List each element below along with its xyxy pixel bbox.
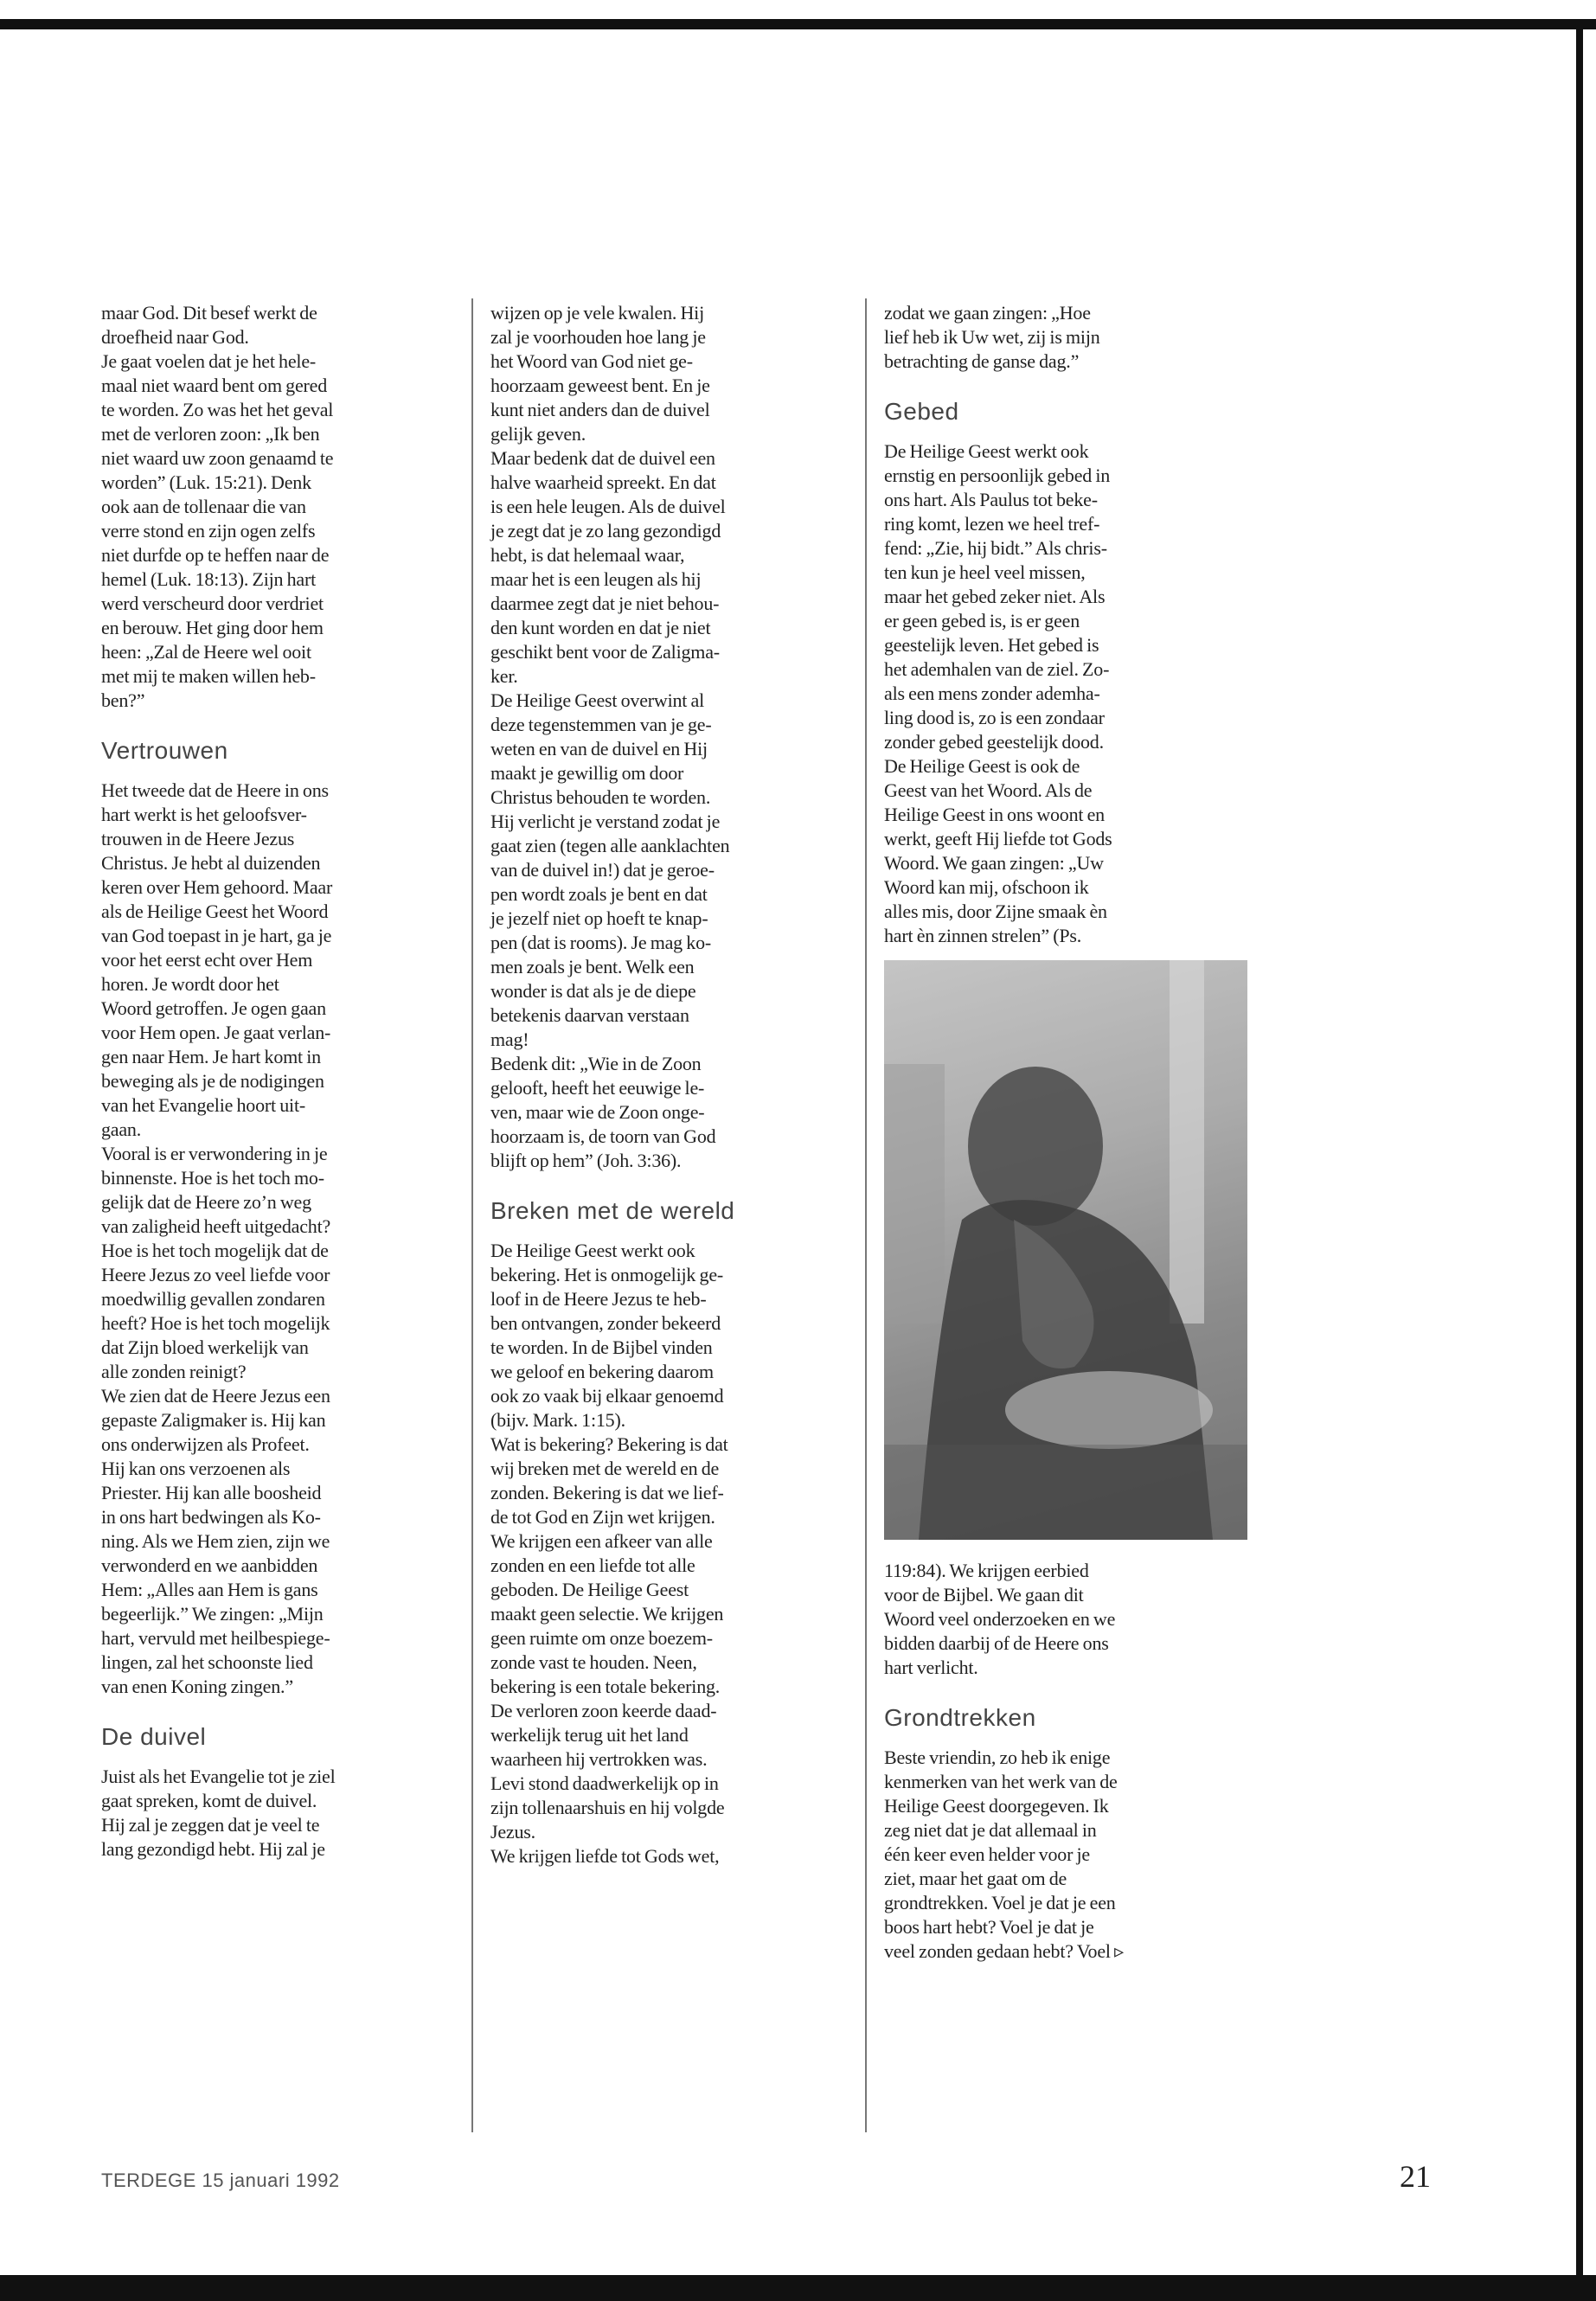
text-line: mag! <box>490 1029 529 1050</box>
text-line: halve waarheid spreekt. En dat <box>490 471 716 493</box>
text-line: ning. Als we Hem zien, zijn we <box>101 1530 330 1552</box>
text-line: hart verlicht. <box>884 1657 978 1678</box>
text-line: begeerlijk.” We zingen: „Mijn <box>101 1603 324 1625</box>
text-line: gen naar Hem. Je hart komt in <box>101 1046 321 1067</box>
text-line: ook aan de tollenaar die van <box>101 496 306 517</box>
text-line: ten kun je heel veel missen, <box>884 561 1086 583</box>
text-line: hart èn zinnen strelen” (Ps. <box>884 925 1082 946</box>
text-line: bekering is een totale bekering. <box>490 1676 721 1697</box>
photo-praying-person <box>884 960 1247 1540</box>
text-line: Hoe is het toch mogelijk dat de <box>101 1240 329 1261</box>
article-column-1 <box>101 301 452 1862</box>
text-line: beweging als je de nodigingen <box>101 1070 324 1092</box>
text-line: veel zonden gedaan hebt? Voel ▹ <box>884 1940 1124 1962</box>
text-line: binnenste. Hoe is het toch mo- <box>101 1167 324 1189</box>
text-line: Christus behouden te worden. <box>490 786 711 808</box>
text-line: (bijv. Mark. 1:15). <box>490 1409 625 1431</box>
text-line: betekenis daarvan verstaan <box>490 1004 689 1026</box>
column-divider-1 <box>471 298 473 2132</box>
text-line: voor de Bijbel. We gaan dit <box>884 1584 1084 1606</box>
text-line: niet waard uw zoon genaamd te <box>101 447 334 469</box>
text-line: maar het gebed zeker niet. Als <box>884 586 1106 607</box>
text-line: Geest van het Woord. Als de <box>884 779 1093 801</box>
text-line: trouwen in de Heere Jezus <box>101 828 295 849</box>
text-line: verre stond en zijn ogen zelfs <box>101 520 316 542</box>
text-line: geschikt bent voor de Zaligma- <box>490 641 720 663</box>
text-line: maakt geen selectie. We krijgen <box>490 1603 724 1625</box>
text-line: ven, maar wie de Zoon onge- <box>490 1101 705 1123</box>
text-line: ernstig en persoonlijk gebed in <box>884 465 1111 486</box>
text-line: pen (dat is rooms). Je mag ko- <box>490 932 711 953</box>
text-line: hemel (Luk. 18:13). Zijn hart <box>101 568 317 590</box>
text-line: De Heilige Geest is ook de <box>884 755 1080 777</box>
text-line: Woord veel onderzoeken en we <box>884 1608 1116 1630</box>
text-line: Het tweede dat de Heere in ons <box>101 779 329 801</box>
article-paragraph <box>490 1239 854 1433</box>
text-line: en berouw. Het ging door hem <box>101 617 324 638</box>
text-line: dat Zijn bloed werkelijk van <box>101 1336 309 1358</box>
text-line: werd verscheurd door verdriet <box>101 593 324 614</box>
text-line: Christus. Je hebt al duizenden <box>101 852 321 874</box>
text-line: als een mens zonder ademha- <box>884 683 1100 704</box>
text-line: maakt je gewillig om door <box>490 762 684 784</box>
text-line: maar God. Dit besef werkt de <box>101 302 317 324</box>
text-line: ziet, maar het gaat om de <box>884 1868 1067 1889</box>
article-paragraph <box>490 1433 854 1844</box>
text-line: niet durfde op te heffen naar de <box>101 544 330 566</box>
text-line: te worden. In de Bijbel vinden <box>490 1336 713 1358</box>
text-line: van enen Koning zingen.” <box>101 1676 293 1697</box>
text-line: we geloof en bekering daarom <box>490 1361 714 1382</box>
text-line: We krijgen een afkeer van alle <box>490 1530 713 1552</box>
text-line: als de Heilige Geest het Woord <box>101 901 329 922</box>
text-line: wonder is dat als je de diepe <box>490 980 696 1002</box>
text-line: in ons hart bedwingen als Ko- <box>101 1506 321 1528</box>
text-line: Hij verlicht je verstand zodat je <box>490 811 721 832</box>
section-heading: Breken met de wereld <box>490 1197 735 1224</box>
photo-silhouette <box>884 960 1247 1540</box>
text-line: de tot God en Zijn wet krijgen. <box>490 1506 715 1528</box>
page-number: 21 <box>1400 2159 1431 2194</box>
text-line: Juist als het Evangelie tot je ziel <box>101 1766 336 1787</box>
text-line: werkt, geeft Hij liefde tot Gods <box>884 828 1112 849</box>
article-paragraph <box>490 1844 854 1868</box>
text-line: 119:84). We krijgen eerbied <box>884 1560 1089 1581</box>
article-paragraph <box>101 1765 452 1862</box>
text-line: met de verloren zoon: „Ik ben <box>101 423 320 445</box>
text-line: hart, vervuld met heilbespiege- <box>101 1627 330 1649</box>
text-line: worden” (Luk. 15:21). Denk <box>101 471 311 493</box>
text-line: maar het is een leugen als hij <box>490 568 702 590</box>
text-line: waarheen hij vertrokken was. <box>490 1748 708 1770</box>
text-line: ons onderwijzen als Profeet. <box>101 1433 310 1455</box>
text-line: is een hele leugen. Als de duivel <box>490 496 726 517</box>
text-line: gepaste Zaligmaker is. Hij kan <box>101 1409 326 1431</box>
column-divider-2 <box>865 298 867 2132</box>
text-line: horen. Je wordt door het <box>101 973 279 995</box>
article-paragraph <box>884 1746 1247 1964</box>
text-line: wij breken met de wereld en de <box>490 1458 720 1479</box>
text-line: lingen, zal het schoonste lied <box>101 1651 313 1673</box>
text-line: bidden daarbij of de Heere ons <box>884 1632 1109 1654</box>
text-line: verwonderd en we aanbidden <box>101 1554 318 1576</box>
scan-border-right <box>1576 19 1583 2301</box>
text-line: keren over Hem gehoord. Maar <box>101 876 333 898</box>
text-line: je zegt dat je zo lang gezondigd <box>490 520 721 542</box>
article-paragraph <box>101 1142 452 1384</box>
publication-footer: TERDEGE 15 januari 1992 <box>101 2170 340 2191</box>
text-line: Woord getroffen. Je ogen gaan <box>101 997 326 1019</box>
text-line: den kunt worden en dat je niet <box>490 617 711 638</box>
article-paragraph <box>490 689 854 1052</box>
text-line: Hij zal je zeggen dat je veel te <box>101 1814 320 1836</box>
text-line: van het Evangelie hoort uit- <box>101 1094 305 1116</box>
text-line: lief heb ik Uw wet, zij is mijn <box>884 326 1100 348</box>
article-paragraph <box>101 1384 452 1699</box>
text-line: zeg niet dat je dat allemaal in <box>884 1819 1097 1841</box>
text-line: ker. <box>490 665 518 687</box>
text-line: deze tegenstemmen van je ge- <box>490 714 712 735</box>
article-paragraph <box>884 754 1247 948</box>
text-line: hoorzaam geweest bent. En je <box>490 375 710 396</box>
text-line: men zoals je bent. Welk een <box>490 956 695 977</box>
text-line: De Heilige Geest werkt ook <box>490 1240 695 1261</box>
text-line: kunt niet anders dan de duivel <box>490 399 710 420</box>
text-line: blijft op hem” (Joh. 3:36). <box>490 1150 682 1171</box>
text-line: hebt, is dat helemaal waar, <box>490 544 685 566</box>
section-heading: Vertrouwen <box>101 737 228 764</box>
text-line: voor het eerst echt over Hem <box>101 949 313 971</box>
article-paragraph <box>101 349 452 713</box>
article-paragraph <box>101 779 452 1142</box>
text-line: ling dood is, zo is een zondaar <box>884 707 1105 728</box>
article-paragraph <box>490 301 854 446</box>
text-line: De Heilige Geest werkt ook <box>884 440 1089 462</box>
section-heading: Gebed <box>884 398 959 425</box>
text-line: je jezelf niet op hoeft te knap- <box>490 907 708 929</box>
text-line: Beste vriendin, zo heb ik enige <box>884 1747 1111 1768</box>
text-line: We zien dat de Heere Jezus een <box>101 1385 330 1407</box>
section-heading: Grondtrekken <box>884 1704 1036 1731</box>
text-line: met mij te maken willen heb- <box>101 665 316 687</box>
text-line: boos hart hebt? Voel je dat je <box>884 1916 1094 1938</box>
article-column-2 <box>490 301 854 1868</box>
text-line: Woord. We gaan zingen: „Uw <box>884 852 1104 874</box>
text-line: Heilige Geest in ons woont en <box>884 804 1105 825</box>
text-line: zonden. Bekering is dat we lief- <box>490 1482 724 1503</box>
text-line: gaat spreken, komt de duivel. <box>101 1790 317 1811</box>
text-line: wijzen op je vele kwalen. Hij <box>490 302 705 324</box>
text-line: heen: „Zal de Heere wel ooit <box>101 641 311 663</box>
text-line: We krijgen liefde tot Gods wet, <box>490 1845 720 1867</box>
text-line: grondtrekken. Voel je dat je een <box>884 1892 1116 1913</box>
article-paragraph <box>884 1559 1247 1680</box>
text-line: alles mis, door Zijne smaak èn <box>884 901 1107 922</box>
text-line: fend: „Zie, hij bidt.” Als chris- <box>884 537 1107 559</box>
article-paragraph <box>101 301 452 349</box>
text-line: De verloren zoon keerde daad- <box>490 1700 717 1721</box>
text-line: alle zonden reinigt? <box>101 1361 247 1382</box>
text-line: geestelijk leven. Het gebed is <box>884 634 1099 656</box>
text-line: te worden. Zo was het het geval <box>101 399 334 420</box>
text-line: van God toepast in je hart, ga je <box>101 925 332 946</box>
text-line: ons hart. Als Paulus tot beke- <box>884 489 1098 510</box>
text-line: Priester. Hij kan alle boosheid <box>101 1482 322 1503</box>
text-line: er geen gebed is, is er geen <box>884 610 1080 631</box>
article-paragraph <box>884 301 1247 374</box>
text-line: betrachting de ganse dag.” <box>884 350 1080 372</box>
text-line: zonden en een liefde tot alle <box>490 1554 695 1576</box>
text-line: Levi stond daadwerkelijk op in <box>490 1772 719 1794</box>
text-line: heeft? Hoe is het toch mogelijk <box>101 1312 330 1334</box>
scan-border-top <box>0 19 1596 29</box>
text-line: zonde vast te houden. Neen, <box>490 1651 697 1673</box>
text-line: Bedenk dit: „Wie in de Zoon <box>490 1053 702 1074</box>
text-line: ring komt, lezen we heel tref- <box>884 513 1100 535</box>
text-line: De Heilige Geest overwint al <box>490 689 704 711</box>
text-line: gelijk geven. <box>490 423 586 445</box>
text-line: kenmerken van het werk van de <box>884 1771 1118 1792</box>
text-line: loof in de Heere Jezus te heb- <box>490 1288 707 1310</box>
text-line: zal je voorhouden hoe lang je <box>490 326 706 348</box>
text-line: zonder gebed geestelijk dood. <box>884 731 1104 753</box>
text-line: het ademhalen van de ziel. Zo- <box>884 658 1110 680</box>
text-line: Je gaat voelen dat je het hele- <box>101 350 317 372</box>
text-line: maal niet waard bent om gered <box>101 375 328 396</box>
text-line: ben ontvangen, zonder bekeerd <box>490 1312 721 1334</box>
text-line: gelooft, heeft het eeuwige le- <box>490 1077 705 1099</box>
scan-border-bottom <box>0 2275 1596 2301</box>
text-line: weten en van de duivel en Hij <box>490 738 708 760</box>
article-paragraph <box>884 439 1247 754</box>
text-line: Woord kan mij, ofschoon ik <box>884 876 1089 898</box>
text-line: van de duivel in!) dat je geroe- <box>490 859 715 881</box>
section-heading: De duivel <box>101 1723 207 1750</box>
text-line: Heere Jezus zo veel liefde voor <box>101 1264 330 1285</box>
article-column-3 <box>884 301 1247 1964</box>
text-line: voor Hem open. Je gaat verlan- <box>101 1022 331 1043</box>
text-line: Hem: „Alles aan Hem is gans <box>101 1579 318 1600</box>
text-line: Heilige Geest doorgegeven. Ik <box>884 1795 1109 1817</box>
text-line: gaan. <box>101 1118 142 1140</box>
text-line: ook zo vaak bij elkaar genoemd <box>490 1385 724 1407</box>
text-line: pen wordt zoals je bent en dat <box>490 883 708 905</box>
text-line: bekering. Het is onmogelijk ge- <box>490 1264 724 1285</box>
text-line: moedwillig gevallen zondaren <box>101 1288 325 1310</box>
text-line: het Woord van God niet ge- <box>490 350 693 372</box>
article-paragraph <box>490 446 854 689</box>
text-line: van zaligheid heeft uitgedacht? <box>101 1215 331 1237</box>
text-line: Jezus. <box>490 1821 535 1843</box>
text-line: Wat is bekering? Bekering is dat <box>490 1433 728 1455</box>
text-line: werkelijk terug uit het land <box>490 1724 689 1746</box>
text-line: één keer even helder voor je <box>884 1843 1090 1865</box>
text-line: daarmee zegt dat je niet behou- <box>490 593 720 614</box>
text-line: gaat zien (tegen alle aanklachten <box>490 835 730 856</box>
text-line: hart werkt is het geloofsver- <box>101 804 307 825</box>
article-paragraph <box>490 1052 854 1173</box>
text-line: zijn tollenaarshuis en hij volgde <box>490 1797 725 1818</box>
text-line: lang gezondigd hebt. Hij zal je <box>101 1838 325 1860</box>
text-line: hoorzaam is, de toorn van God <box>490 1125 716 1147</box>
text-line: geboden. De Heilige Geest <box>490 1579 689 1600</box>
text-line: Vooral is er verwondering in je <box>101 1143 328 1164</box>
text-line: ben?” <box>101 689 145 711</box>
text-line: zodat we gaan zingen: „Hoe <box>884 302 1091 324</box>
text-line: gelijk dat de Heere zo’n weg <box>101 1191 311 1213</box>
text-line: Hij kan ons verzoenen als <box>101 1458 291 1479</box>
text-line: Maar bedenk dat de duivel een <box>490 447 715 469</box>
text-line: droefheid naar God. <box>101 326 249 348</box>
text-line: geen ruimte om onze boezem- <box>490 1627 713 1649</box>
